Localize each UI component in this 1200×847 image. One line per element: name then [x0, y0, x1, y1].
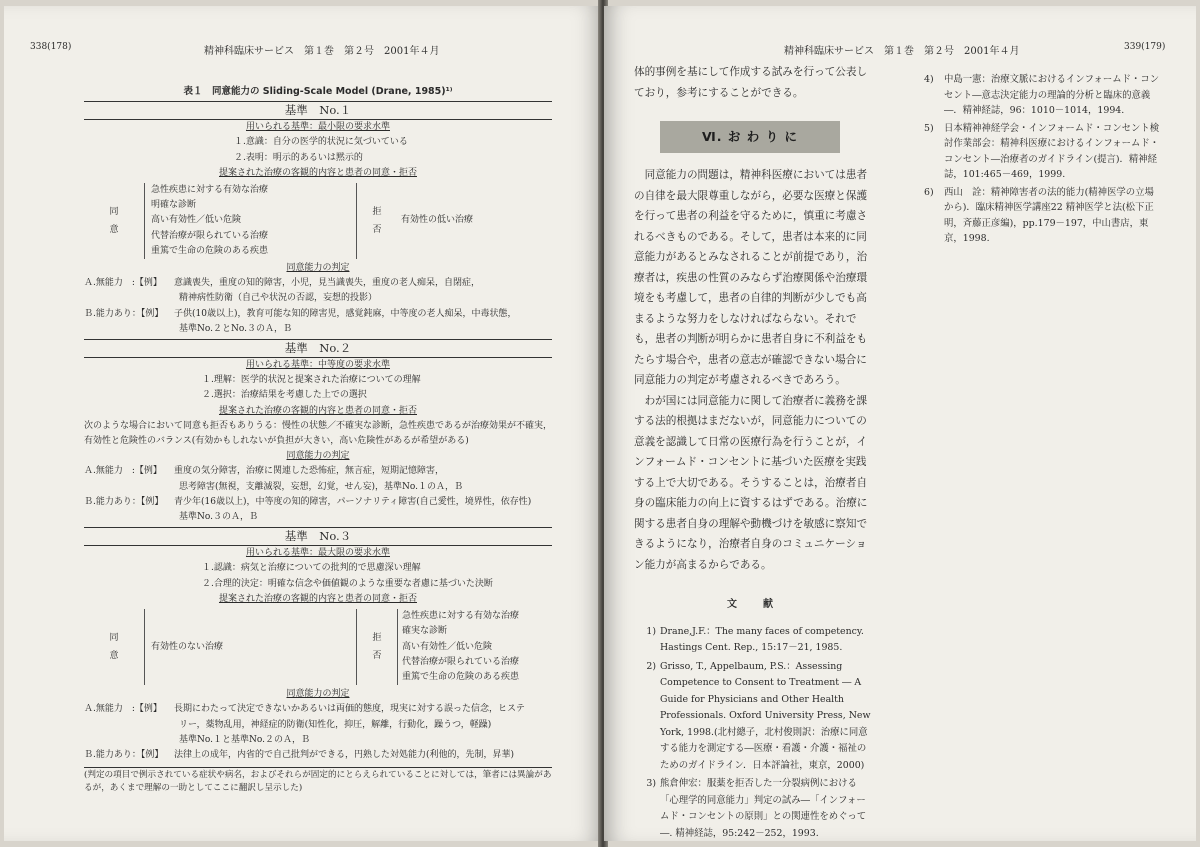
level2-req-heading: 用いられる基準：中等度の要求水準	[245, 360, 390, 371]
refuse-list	[397, 609, 552, 685]
level3-judge-heading: 同意能力の判定	[286, 689, 350, 700]
level2-title: 基準 No.２	[84, 339, 552, 358]
level1-req-item: ２.表明：明示的あるいは黙示的	[234, 152, 363, 163]
list-item: 代替治療が限られている治療	[402, 656, 520, 667]
references-heading: 文 献	[727, 599, 781, 610]
sliding-scale-table	[84, 84, 552, 795]
consent-label: 同 意	[109, 207, 119, 236]
level2-content-text: 次のような場合において同意も拒否もありうる：慢性の状態／不確実な診断，急性疾患であるが治療効果が不確実，有効性と危険性のバランス(有効かもしれないが負担が大きい，高い危険性があるが希望がある)	[84, 420, 553, 447]
references-column	[924, 72, 1160, 249]
level3-capable: Ｂ.能力あり：【例】 法律上の成年，内省的で自己批判ができる，円熟した対処能力(利他的，先制，昇華)	[84, 749, 515, 760]
level1-capable: Ｂ.能力あり：【例】 子供(10歳以上)，教育可能な知的障害児，感覚鈍麻，中等度の老人痴呆，中毒状態，	[84, 308, 517, 319]
level3-req-item: １.認識：病気と治療についての批判的で思慮深い理解	[202, 563, 421, 574]
list-item: 急性疾患に対する有効な治療	[151, 185, 269, 196]
level2-capable-cont: 基準No.３のＡ，Ｂ	[179, 512, 258, 523]
list-item: 高い有効性／低い危険	[151, 215, 242, 226]
level1-incapable: Ａ.無能力 :【例】 意識喪失，重度の知的障害，小児，見当識喪失，重度の老人痴呆，自閉症，	[84, 278, 481, 289]
list-item: 重篤で生命の危険のある疾患	[151, 245, 269, 256]
level2-judge-heading: 同意能力の判定	[286, 451, 350, 462]
level1-req-item: １.意識：自分の医学的状況に気づいている	[234, 137, 408, 148]
level2-capable: Ｂ.能力あり：【例】 青少年(16歳以上)，中等度の知的障害，パーソナリティ障害(自己愛性，境界性，依存性)	[84, 496, 532, 507]
level1-incapable-cont: 精神病性防衛（自己や状況の否認，妄想的投影）	[179, 293, 378, 304]
level1-capable-cont: 基準No.２とNo.３のＡ，Ｂ	[179, 323, 292, 334]
level2-content-heading: 提案された治療の客観的内容と患者の同意・拒否	[218, 405, 417, 416]
level3-req-item: ２.合理的決定：明確な信念や価値観のような重要な者慮に基づいた決断	[202, 578, 493, 589]
level3-incapable-cont2: 基準No.１と基準No.２のＡ，Ｂ	[179, 734, 310, 745]
reference-item: 4) 中島一憲：治療文脈におけるインフォームド・コンセント―意志決定能力の理論的分析と臨床的意義―．精神経誌，96：1010－1014，1994.	[924, 74, 1160, 116]
consent-label: 同 意	[109, 633, 119, 662]
paragraph: わが国には同意能力に関して治療者に義務を課する法的根拠はまだないが，同意能力についての意義を認識して日常の医療行為を行うことが，インフォームド・コンセントに基づいた医療を実践する上で大切である。そうすることは，治療者自身の臨床能力の向上に資するはずである。治療に関する患者自身の理解や動機づけを敏感に察知できるようになり，治療者自身のコミュニケーション能力が高まるからである。	[634, 394, 868, 571]
list-item: 急性疾患に対する有効な治療	[402, 611, 520, 622]
right-running-header: 精神科臨床サービス 第１巻 第２号 2001年４月	[784, 46, 1020, 57]
level3-incapable: Ａ.無能力 :【例】 長期にわたって決定できないかあるいは両価的態度，現実に対する誤った信念，ヒステ	[84, 704, 525, 715]
paragraph: 同意能力の問題は，精神科医療においては患者の自律を最大限尊重しながら，必要な医療と保護を行って患者の利益を守るために，慎重に考慮されるべきものである。そして，患者は本来的に同意能力があるとみなされることが前提であり，治療者は，疾患の性質のみならず治療関係や治療環境をも考慮して，患者の自律的判断が少しでも高まるような努力をしなければならない。それでも，患者の判断が明らかに患者自身に不利益をもたらす場合や，患者の意志が確認できない場合に同意能力の判定が考慮されるべきであろう。	[634, 169, 868, 386]
refuse-label: 拒 否	[372, 207, 382, 236]
list-item: 代替治療が限られている治療	[151, 230, 269, 241]
level1-req-heading: 用いられる基準：最小限の要求水準	[245, 122, 390, 133]
list-item: 明確な診断	[151, 200, 197, 211]
level2-incapable-cont: 思考障害(無視，支離滅裂，妄想，幻覚，せん妄)，基準No.１のＡ，Ｂ	[179, 481, 464, 492]
table-caption: 表１ 同意能力の Sliding-Scale Model (Drane, 1985)¹⁾	[183, 86, 453, 97]
list-item: 重篤で生命の危険のある疾患	[402, 671, 520, 682]
section-title: Ⅵ. お わ り に	[660, 121, 840, 153]
reference-item: 5) 日本精神神経学会・インフォームド・コンセント検討作業部会：精神科医療におけるインフォームド・コンセント―治療者のガイドライン(提言)．精神経誌，101:465－469，1999.	[924, 122, 1160, 180]
intro-paragraph: 体的事例を基にして作成する試みを行って公表しており，参考にすることができる。	[634, 66, 868, 99]
left-page-number: 338(178)	[30, 42, 72, 52]
level1-consent-grid	[84, 183, 552, 259]
level3-req-heading: 用いられる基準：最大限の要求水準	[245, 548, 390, 559]
level3-consent-grid	[84, 609, 552, 685]
level2-req-item: ２.選択：治療結果を考慮した上での選択	[202, 390, 367, 401]
consent-item: 有効性のない治療	[144, 609, 357, 685]
right-page-number: 339(179)	[1124, 42, 1166, 52]
level2-incapable: Ａ.無能力 :【例】 重度の気分障害，治療に関連した恐怖症，無言症，短期記憶障害，	[84, 466, 445, 477]
reference-item: 1) Drane,J.F.：The many faces of competency. Hastings Cent. Rep., 15:17－21, 1985.	[646, 625, 864, 653]
right-page	[604, 6, 1196, 841]
refuse-item: 有効性の低い治療	[401, 215, 474, 226]
list-item: 高い有効性／低い危険	[402, 641, 493, 652]
left-running-header: 精神科臨床サービス 第１巻 第２号 2001年４月	[204, 46, 440, 57]
refuse-label: 拒 否	[372, 633, 382, 662]
level1-title: 基準 No.１	[84, 101, 552, 120]
main-text-column	[634, 62, 874, 841]
level1-judge-heading: 同意能力の判定	[286, 263, 350, 274]
consent-list	[144, 183, 357, 259]
level2-req-item: １.理解：医学的状況と提案された治療についての理解	[202, 375, 421, 386]
level3-content-heading: 提案された治療の客観的内容と患者の同意・拒否	[218, 593, 417, 604]
list-item: 確実な診断	[402, 626, 448, 637]
level3-title: 基準 No.３	[84, 527, 552, 546]
reference-item: 3) 熊倉伸宏：服薬を拒否した一分裂病例における「心理学的同意能力」判定の試み―「インフォームド・コンセントの原則」との関連性をめぐって―. 精神経誌，95:242－252，1993.	[646, 778, 867, 839]
level3-incapable-cont: リー，薬物乱用，神経症的防衛(知性化，抑圧，解離，行動化，躁うつ，軽躁)	[179, 719, 492, 730]
table-note: (判定の項目で例示されている症状や病名，およびそれらが固定的にとらえられていることに対しては，筆者には異論があるが，あくまで理解の一助としてここに翻訳し呈示した)	[84, 767, 552, 795]
level1-content-heading: 提案された治療の客観的内容と患者の同意・拒否	[218, 167, 417, 178]
reference-item: 2) Grisso, T., Appelbaum, P.S.：Assessing Competence to Consent to Treatment ― A Guide for Physicians and Other Health Professionals. Oxford University Press, New York, 1998.(北村總子，北村俊則訳：治療に同意する能力を測定する―医療・看護・介護・福祉のためのガイドライン．日本評論社，東京，2000)	[646, 660, 871, 771]
left-page	[4, 6, 602, 841]
reference-item: 6) 西山 詮：精神障害者の法的能力(精神医学の立場から)．臨床精神医学講座22 精神医学と法(松下正明，斉藤正彦編)，pp.179－197，中山書店，東京，1998.	[924, 186, 1154, 244]
